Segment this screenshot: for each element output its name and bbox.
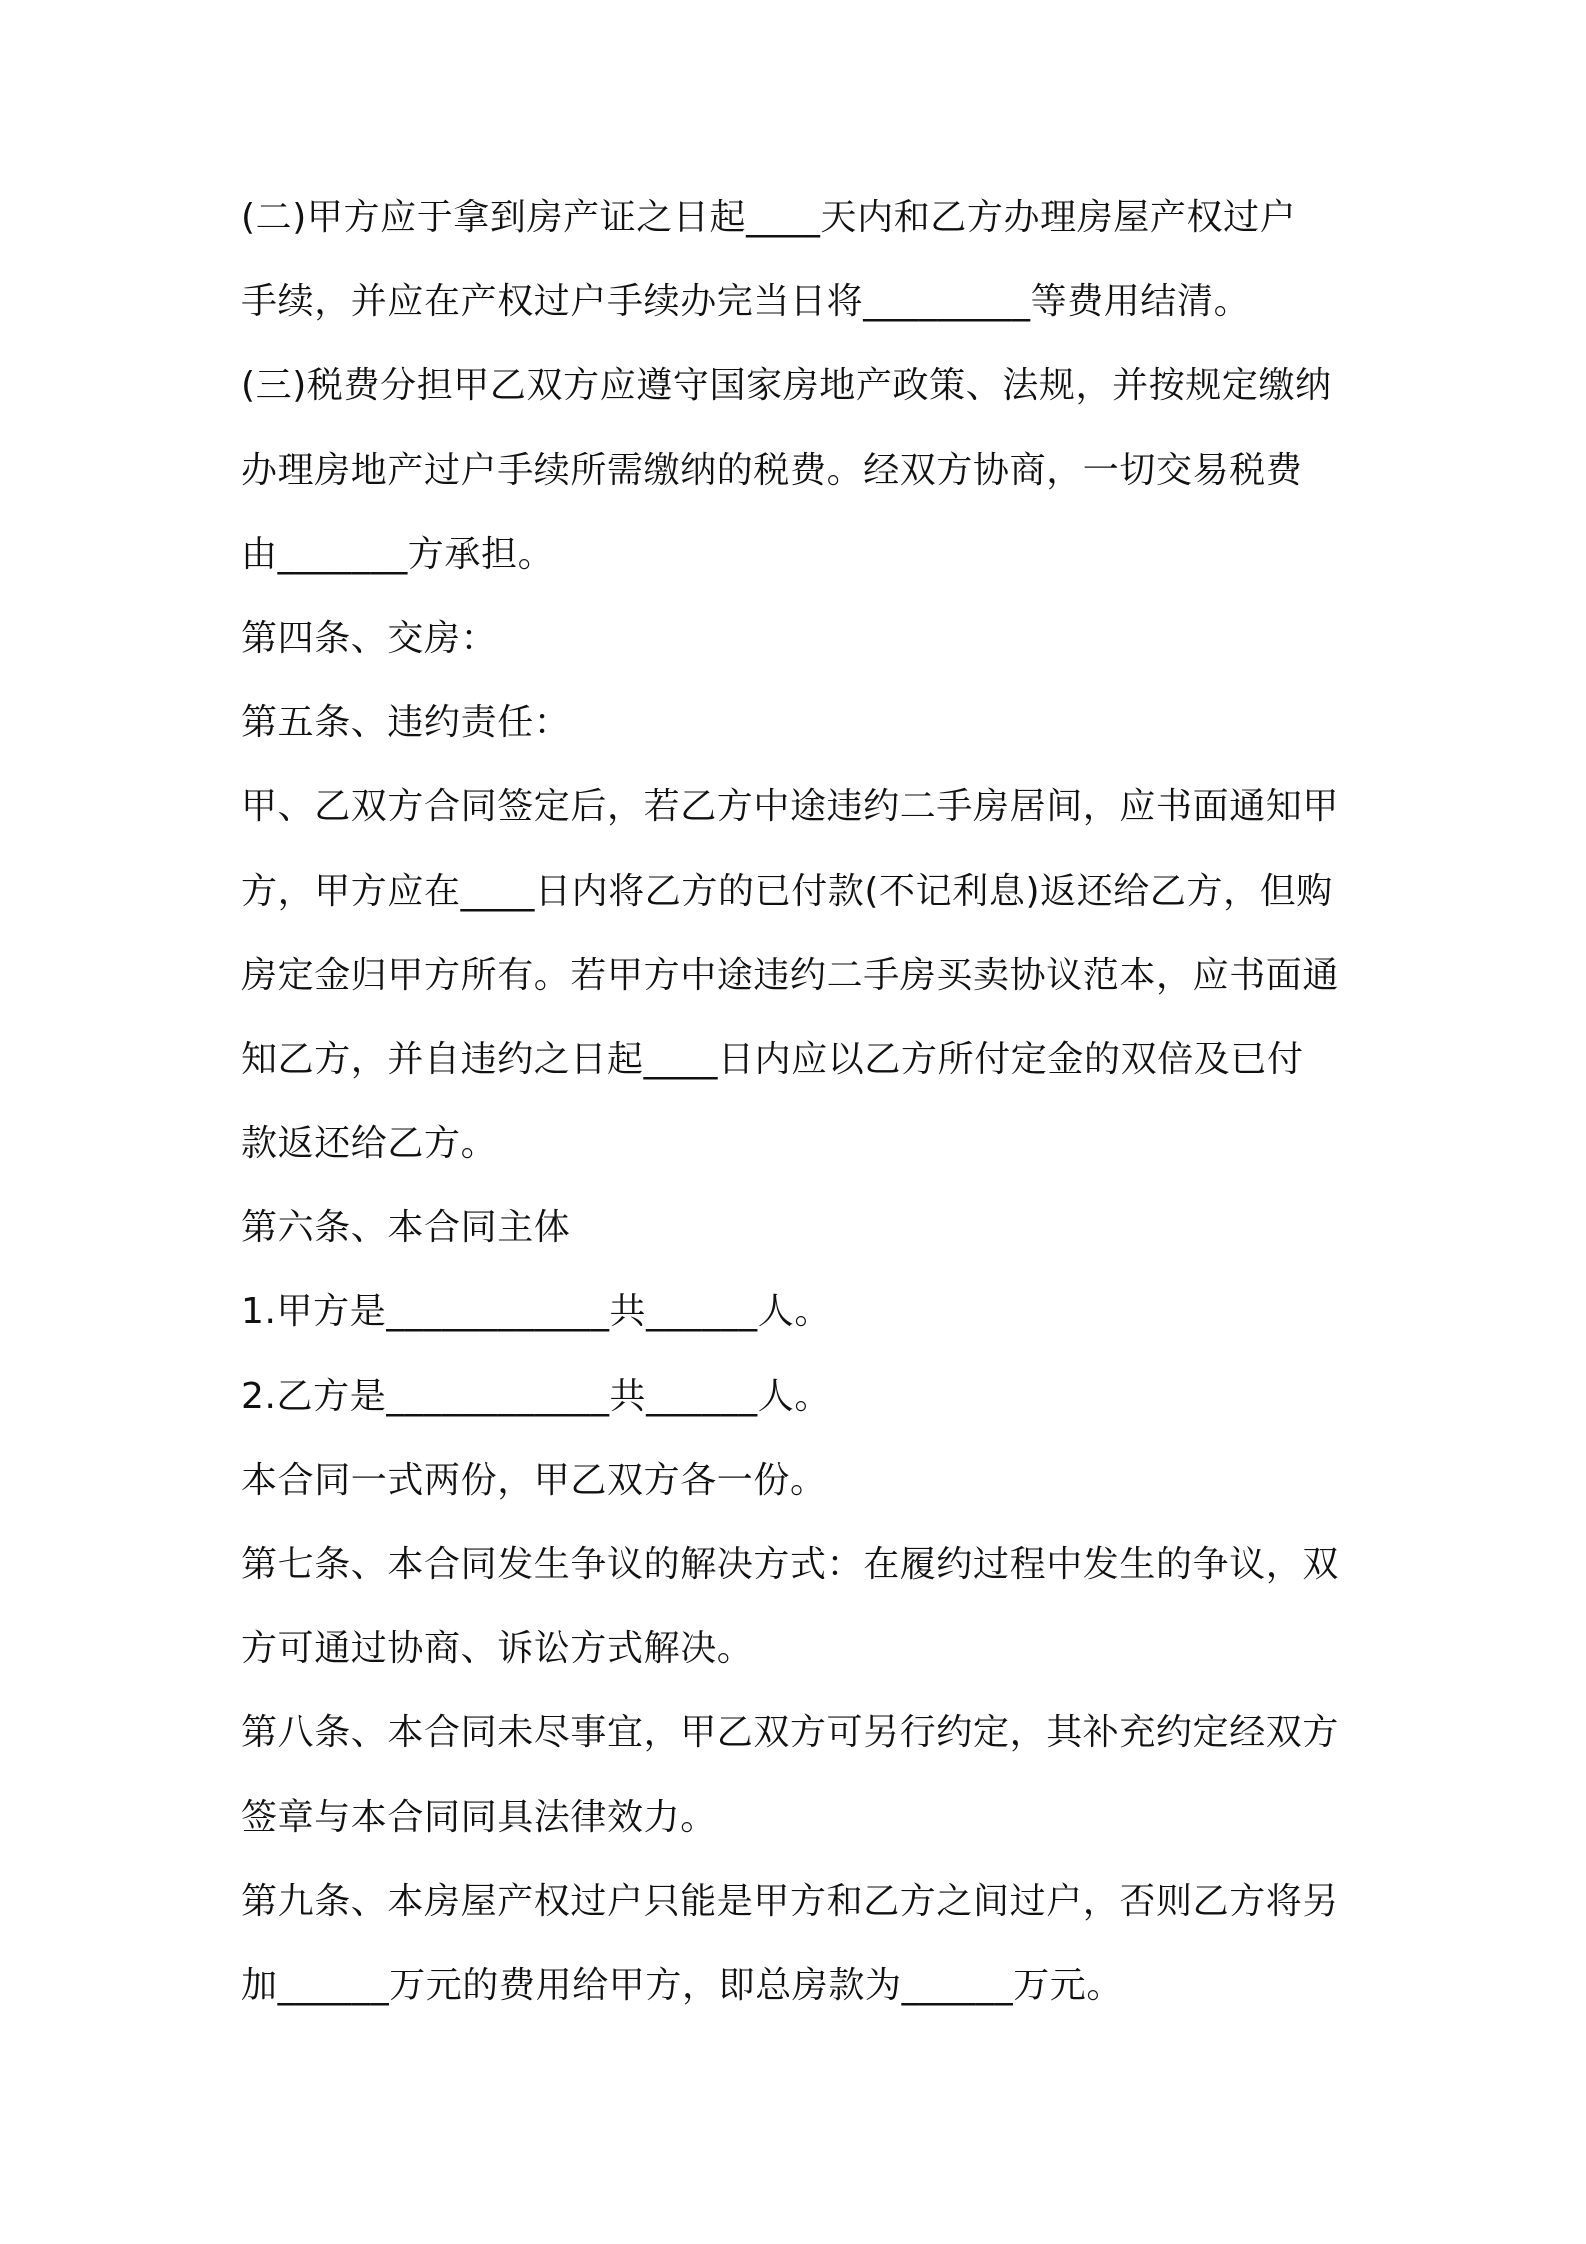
text-line: 第八条、本合同未尽事宜，甲乙双方可另行约定，其补充约定经双方 <box>241 1712 1340 1754</box>
text-line: 手续，并应在产权过户手续办完当日将_________等费用结清。 <box>241 281 1251 323</box>
text-line: 本合同一式两份，甲乙双方各一份。 <box>241 1459 827 1501</box>
text-line: 由_______方承担。 <box>241 533 555 575</box>
text-line: 2.乙方是____________共______人。 <box>241 1375 831 1417</box>
text-line: 知乙方，并自违约之日起____日内应以乙方所付定金的双倍及已付 <box>241 1038 1304 1080</box>
article-heading: 第五条、违约责任： <box>241 702 571 744</box>
text-line: 第七条、本合同发生争议的解决方式：在履约过程中发生的争议，双 <box>241 1544 1340 1585</box>
text-line: 款返还给乙方。 <box>241 1123 498 1165</box>
text-line: 签章与本合同同具法律效力。 <box>241 1796 717 1838</box>
text-line: 方，甲方应在____日内将乙方的已付款(不记利息)返还给乙方，但购 <box>241 870 1333 912</box>
text-line: 房定金归甲方所有。若甲方中途违约二手房买卖协议范本，应书面通 <box>241 954 1340 996</box>
document-body <box>241 197 1361 2049</box>
text-line: (二)甲方应于拿到房产证之日起____天内和乙方办理房屋产权过户 <box>241 197 1297 238</box>
text-line: 加______万元的费用给甲方，即总房款为______万元。 <box>241 1964 1123 2006</box>
text-line: 甲、乙双方合同签定后，若乙方中途违约二手房居间，应书面通知甲 <box>241 786 1340 828</box>
text-line: 方可通过协商、诉讼方式解决。 <box>241 1628 754 1670</box>
text-line: 1.甲方是____________共______人。 <box>241 1291 831 1333</box>
text-line: (三)税费分担甲乙双方应遵守国家房地产政策、法规，并按规定缴纳 <box>241 365 1332 407</box>
article-heading: 第六条、本合同主体 <box>241 1207 571 1249</box>
text-line: 办理房地产过户手续所需缴纳的税费。经双方协商，一切交易税费 <box>241 449 1303 491</box>
article-heading: 第四条、交房： <box>241 617 498 659</box>
text-line: 第九条、本房屋产权过户只能是甲方和乙方之间过户，否则乙方将另 <box>241 1880 1340 1922</box>
